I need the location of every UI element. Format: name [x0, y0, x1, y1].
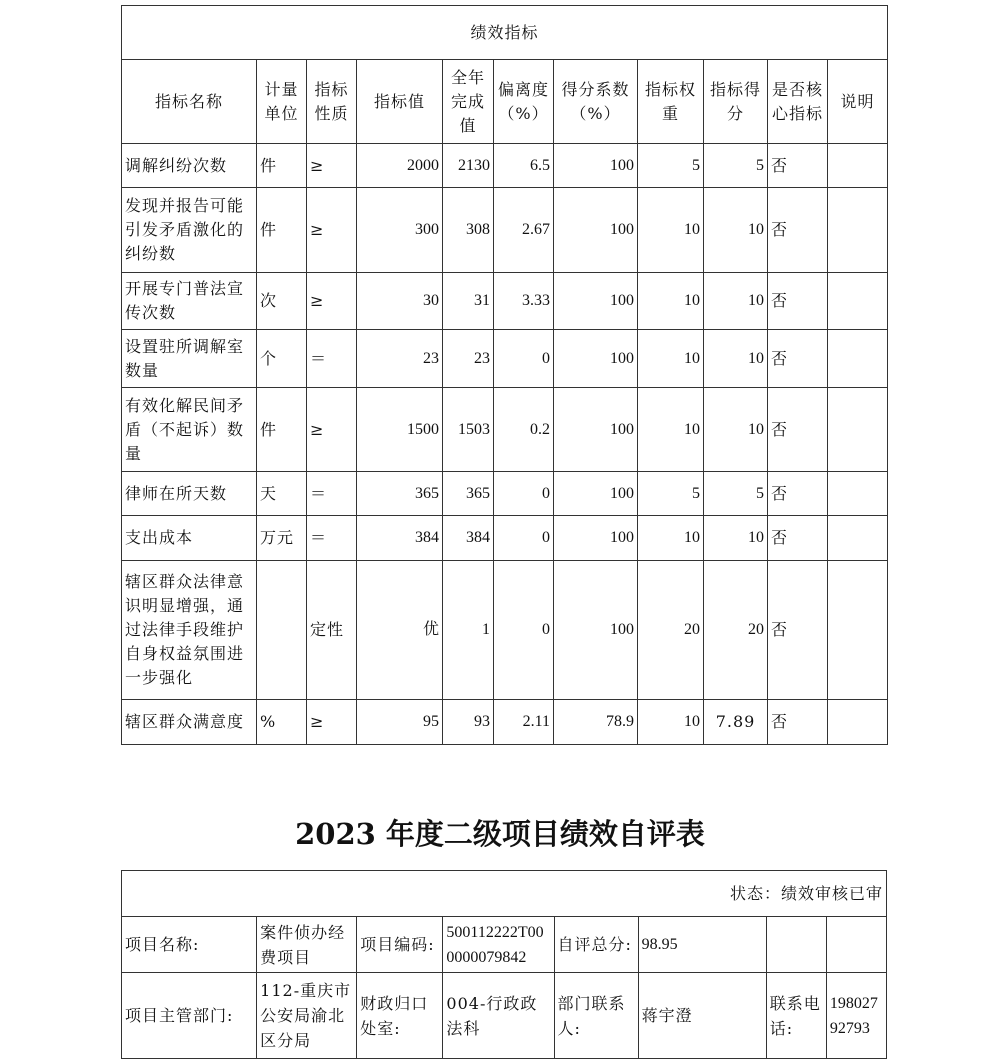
cell-core: 否	[768, 188, 828, 273]
cell-core: 否	[768, 330, 828, 388]
cell-actual: 93	[443, 700, 494, 745]
project-name-row	[122, 917, 887, 973]
cell-nature: ≥	[307, 273, 357, 330]
department-value: 112-重庆市公安局渝北区分局	[257, 973, 357, 1059]
cell-note	[828, 188, 888, 273]
cell-target: 30	[357, 273, 443, 330]
cell-actual: 31	[443, 273, 494, 330]
cell-note	[828, 561, 888, 700]
cell-actual: 308	[443, 188, 494, 273]
cell-weight: 10	[638, 700, 704, 745]
cell-nature: ＝	[307, 472, 357, 516]
cell-core: 否	[768, 561, 828, 700]
cell-unit: 万元	[257, 516, 307, 561]
cell-name: 开展专门普法宣传次数	[122, 273, 257, 330]
header-score: 指标得分	[704, 60, 768, 144]
cell-target: 23	[357, 330, 443, 388]
status-badge: 状态：绩效审核已审	[122, 871, 887, 917]
cell-name: 发现并报告可能引发矛盾激化的纠纷数	[122, 188, 257, 273]
cell-deviation: 3.33	[494, 273, 554, 330]
cell-score: 5	[704, 144, 768, 188]
table-row	[122, 700, 888, 745]
header-nature: 指标性质	[307, 60, 357, 144]
header-note: 说明	[828, 60, 888, 144]
performance-indicator-table	[121, 5, 888, 745]
empty-cell	[766, 917, 826, 973]
cell-target: 300	[357, 188, 443, 273]
cell-name: 律师在所天数	[122, 472, 257, 516]
header-indicator-name: 指标名称	[122, 60, 257, 144]
header-weight: 指标权重	[638, 60, 704, 144]
cell-deviation: 0	[494, 561, 554, 700]
cell-note	[828, 388, 888, 472]
cell-note	[828, 330, 888, 388]
cell-unit	[257, 561, 307, 700]
header-row	[122, 60, 888, 144]
table-row	[122, 388, 888, 472]
cell-note	[828, 700, 888, 745]
cell-note	[828, 516, 888, 561]
cell-name: 设置驻所调解室数量	[122, 330, 257, 388]
cell-name: 辖区群众法律意识明显增强，通过法律手段维护自身权益氛围进一步强化	[122, 561, 257, 700]
table-row	[122, 472, 888, 516]
empty-cell	[826, 917, 886, 973]
contact-value: 蒋宇澄	[638, 973, 766, 1059]
cell-note	[828, 273, 888, 330]
cell-core: 否	[768, 700, 828, 745]
cell-score: 10	[704, 516, 768, 561]
status-row	[122, 871, 887, 917]
cell-deviation: 2.67	[494, 188, 554, 273]
cell-nature: ＝	[307, 516, 357, 561]
cell-unit: 天	[257, 472, 307, 516]
cell-unit: 件	[257, 144, 307, 188]
department-label: 项目主管部门:	[122, 973, 257, 1059]
cell-nature: 定性	[307, 561, 357, 700]
cell-weight: 5	[638, 144, 704, 188]
cell-weight: 10	[638, 388, 704, 472]
cell-score: 10	[704, 388, 768, 472]
cell-name: 支出成本	[122, 516, 257, 561]
project-code-value: 500112222T000000079842	[443, 917, 554, 973]
self-score-value: 98.95	[638, 917, 766, 973]
cell-deviation: 0.2	[494, 388, 554, 472]
cell-core: 否	[768, 388, 828, 472]
cell-coef: 100	[554, 472, 638, 516]
cell-coef: 100	[554, 188, 638, 273]
cell-name: 调解纠纷次数	[122, 144, 257, 188]
cell-deviation: 0	[494, 516, 554, 561]
cell-coef: 100	[554, 144, 638, 188]
cell-coef: 100	[554, 273, 638, 330]
project-name-label: 项目名称:	[122, 917, 257, 973]
cell-target: 384	[357, 516, 443, 561]
cell-name: 辖区群众满意度	[122, 700, 257, 745]
finance-office-value: 004-行政政法科	[443, 973, 554, 1059]
cell-weight: 10	[638, 188, 704, 273]
project-name-value: 案件侦办经费项目	[257, 917, 357, 973]
department-row	[122, 973, 887, 1059]
cell-weight: 10	[638, 273, 704, 330]
cell-unit: 个	[257, 330, 307, 388]
cell-target: 优	[357, 561, 443, 700]
cell-nature: ＝	[307, 330, 357, 388]
cell-score: 5	[704, 472, 768, 516]
self-score-label: 自评总分:	[554, 917, 638, 973]
cell-coef: 100	[554, 561, 638, 700]
contact-label: 部门联系人:	[554, 973, 638, 1059]
cell-actual: 365	[443, 472, 494, 516]
cell-deviation: 0	[494, 330, 554, 388]
cell-coef: 100	[554, 388, 638, 472]
table-row	[122, 330, 888, 388]
cell-core: 否	[768, 472, 828, 516]
table-row	[122, 561, 888, 700]
cell-actual: 384	[443, 516, 494, 561]
cell-deviation: 6.5	[494, 144, 554, 188]
phone-label: 联系电话:	[766, 973, 826, 1059]
cell-score: 10	[704, 330, 768, 388]
cell-nature: ≥	[307, 188, 357, 273]
cell-nature: ≥	[307, 144, 357, 188]
cell-weight: 5	[638, 472, 704, 516]
cell-nature: ≥	[307, 700, 357, 745]
cell-unit: 件	[257, 188, 307, 273]
header-actual: 全年完成值	[443, 60, 494, 144]
cell-actual: 1	[443, 561, 494, 700]
cell-weight: 10	[638, 330, 704, 388]
cell-target: 95	[357, 700, 443, 745]
section-title-row	[122, 6, 888, 60]
cell-score: 10	[704, 188, 768, 273]
header-unit: 计量单位	[257, 60, 307, 144]
cell-coef: 100	[554, 516, 638, 561]
cell-score: 7.89	[704, 700, 768, 745]
section-title: 绩效指标	[122, 6, 888, 60]
table-row	[122, 188, 888, 273]
cell-target: 365	[357, 472, 443, 516]
header-score-coef: 得分系数（%）	[554, 60, 638, 144]
cell-score: 10	[704, 273, 768, 330]
finance-office-label: 财政归口处室:	[357, 973, 443, 1059]
cell-coef: 78.9	[554, 700, 638, 745]
phone-value: 19802792793	[826, 973, 886, 1059]
cell-nature: ≥	[307, 388, 357, 472]
cell-unit: 件	[257, 388, 307, 472]
cell-coef: 100	[554, 330, 638, 388]
cell-note	[828, 144, 888, 188]
project-info-table	[121, 870, 887, 1059]
project-code-label: 项目编码:	[357, 917, 443, 973]
header-target: 指标值	[357, 60, 443, 144]
table-row	[122, 273, 888, 330]
cell-weight: 20	[638, 561, 704, 700]
cell-actual: 1503	[443, 388, 494, 472]
cell-actual: 23	[443, 330, 494, 388]
cell-target: 1500	[357, 388, 443, 472]
header-deviation: 偏离度（%）	[494, 60, 554, 144]
cell-core: 否	[768, 144, 828, 188]
cell-deviation: 2.11	[494, 700, 554, 745]
cell-unit: 次	[257, 273, 307, 330]
cell-note	[828, 472, 888, 516]
cell-core: 否	[768, 516, 828, 561]
cell-unit: %	[257, 700, 307, 745]
cell-name: 有效化解民间矛盾（不起诉）数量	[122, 388, 257, 472]
cell-weight: 10	[638, 516, 704, 561]
table-row	[122, 516, 888, 561]
cell-target: 2000	[357, 144, 443, 188]
cell-core: 否	[768, 273, 828, 330]
cell-deviation: 0	[494, 472, 554, 516]
header-core: 是否核心指标	[768, 60, 828, 144]
cell-actual: 2130	[443, 144, 494, 188]
document-title: 2023 年度二级项目绩效自评表	[295, 817, 705, 851]
table-row	[122, 144, 888, 188]
cell-score: 20	[704, 561, 768, 700]
